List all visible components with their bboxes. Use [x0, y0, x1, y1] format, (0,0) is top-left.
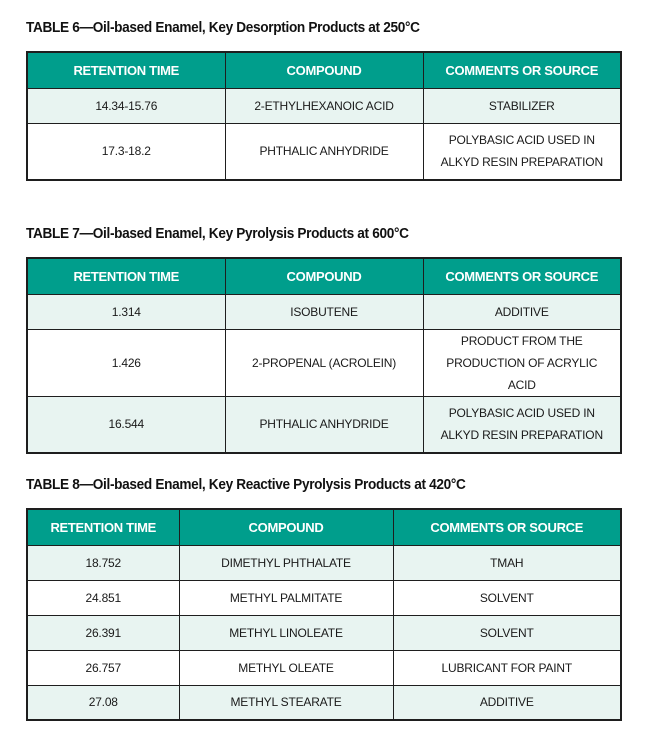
comments-cell: SOLVENT — [393, 580, 621, 615]
retention-time-cell: 26.391 — [27, 615, 179, 650]
retention-time-cell: 24.851 — [27, 580, 179, 615]
table-8-title: TABLE 8—Oil-based Enamel, Key Reactive Pyrolysis Products at 420°C — [26, 477, 466, 493]
compound-cell: PHTHALIC ANHYDRIDE — [225, 123, 423, 180]
table-row — [27, 88, 621, 123]
table-row — [27, 685, 621, 720]
comments-cell: SOLVENT — [393, 615, 621, 650]
compound-cell: DIMETHYL PHTHALATE — [179, 545, 393, 580]
table-7-header-compound: COMPOUND — [225, 258, 423, 294]
table-8-header-row — [27, 509, 621, 545]
comments-cell: STABILIZER — [423, 88, 621, 123]
table-7-header-comments: COMMENTS OR SOURCE — [423, 258, 621, 294]
compound-cell: METHYL PALMITATE — [179, 580, 393, 615]
table-row — [27, 580, 621, 615]
retention-time-cell: 26.757 — [27, 650, 179, 685]
table-7-title: TABLE 7—Oil-based Enamel, Key Pyrolysis Products at 600°C — [26, 226, 409, 242]
retention-time-cell: 16.544 — [27, 396, 225, 453]
retention-time-cell: 1.426 — [27, 329, 225, 396]
comments-cell: LUBRICANT FOR PAINT — [393, 650, 621, 685]
table-row — [27, 545, 621, 580]
table-row — [27, 615, 621, 650]
table-6-title: TABLE 6—Oil-based Enamel, Key Desorption Products at 250°C — [26, 20, 420, 36]
table-7-header-retention-time: RETENTION TIME — [27, 258, 225, 294]
table-8-header-retention-time: RETENTION TIME — [27, 509, 179, 545]
comments-cell: ADDITIVE — [393, 685, 621, 720]
comments-cell: PRODUCT FROM THE PRODUCTION OF ACRYLIC ACID — [423, 329, 621, 396]
compound-cell: 2-ETHYLHEXANOIC ACID — [225, 88, 423, 123]
retention-time-cell: 1.314 — [27, 294, 225, 329]
table-row — [27, 650, 621, 685]
table-7-header-row — [27, 258, 621, 294]
table-8-header-compound: COMPOUND — [179, 509, 393, 545]
comments-cell: TMAH — [393, 545, 621, 580]
comments-cell: POLYBASIC ACID USED IN ALKYD RESIN PREPARATION — [423, 396, 621, 453]
comments-cell: ADDITIVE — [423, 294, 621, 329]
retention-time-cell: 17.3-18.2 — [27, 123, 225, 180]
comments-cell: POLYBASIC ACID USED IN ALKYD RESIN PREPARATION — [423, 123, 621, 180]
table-8 — [26, 508, 622, 721]
table-7 — [26, 257, 622, 454]
table-6-header-comments: COMMENTS OR SOURCE — [423, 52, 621, 88]
table-row — [27, 294, 621, 329]
table-6-header-compound: COMPOUND — [225, 52, 423, 88]
compound-cell: PHTHALIC ANHYDRIDE — [225, 396, 423, 453]
table-6 — [26, 51, 622, 181]
table-row — [27, 123, 621, 180]
retention-time-cell: 18.752 — [27, 545, 179, 580]
compound-cell: METHYL LINOLEATE — [179, 615, 393, 650]
compound-cell: METHYL OLEATE — [179, 650, 393, 685]
compound-cell: ISOBUTENE — [225, 294, 423, 329]
compound-cell: METHYL STEARATE — [179, 685, 393, 720]
compound-cell: 2-PROPENAL (ACROLEIN) — [225, 329, 423, 396]
table-row — [27, 396, 621, 453]
table-6-header-retention-time: RETENTION TIME — [27, 52, 225, 88]
retention-time-cell: 14.34-15.76 — [27, 88, 225, 123]
table-8-header-comments: COMMENTS OR SOURCE — [393, 509, 621, 545]
table-6-header-row — [27, 52, 621, 88]
table-row — [27, 329, 621, 396]
retention-time-cell: 27.08 — [27, 685, 179, 720]
